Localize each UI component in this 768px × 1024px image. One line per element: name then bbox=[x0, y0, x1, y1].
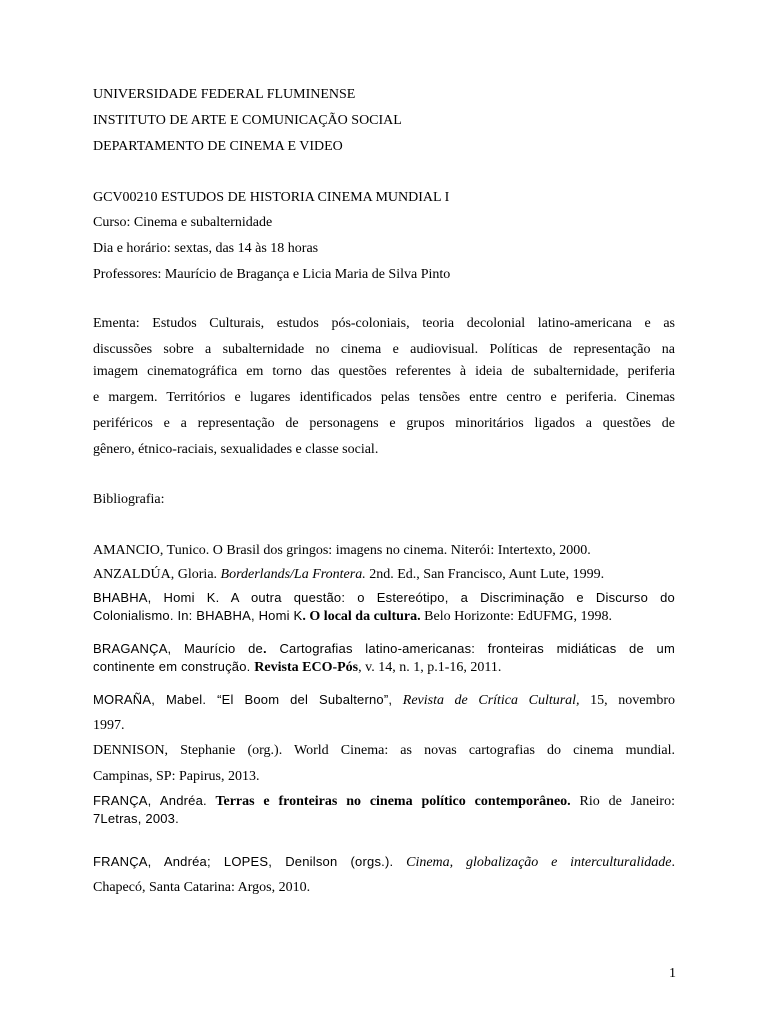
bib-punct: . bbox=[262, 641, 267, 656]
bib-title: Cartografias latino-americanas: fronteiras midiáticas de um bbox=[266, 641, 675, 656]
ementa-line: e margem. Territórios e lugares identificados pelas tensões entre centro e periferia. Cinemas bbox=[93, 390, 675, 405]
bib-title: Borderlands/La Frontera. bbox=[220, 567, 366, 582]
bib-entry-morana-line1 bbox=[93, 691, 675, 710]
bibliography-heading: Bibliografia: bbox=[93, 492, 165, 507]
bib-details: Rio de Janeiro: bbox=[570, 794, 675, 809]
bib-title: Terras e fronteiras no cinema político contemporâneo. bbox=[206, 794, 571, 809]
bib-details: 15, novembro bbox=[579, 693, 675, 708]
bib-entry-franca2-line2: Chapecó, Santa Catarina: Argos, 2010. bbox=[93, 880, 311, 895]
institute-name: INSTITUTO DE ARTE E COMUNICAÇÃO SOCIAL bbox=[93, 113, 402, 128]
bib-journal: Revista de Crítica Cultural, bbox=[392, 693, 580, 708]
page-number: 1 bbox=[669, 966, 676, 981]
bib-journal: Revista ECO-Pós bbox=[254, 660, 359, 675]
bib-entry-dennison-line1: DENNISON, Stephanie (org.). World Cinema: as novas cartografias do cinema mundial. bbox=[93, 743, 675, 758]
bib-entry-morana-line2: 1997. bbox=[93, 718, 125, 733]
bib-author: ANZALDÚA, Gloria. bbox=[93, 567, 221, 582]
bib-title: . O local da cultura. bbox=[302, 609, 421, 624]
bib-entry-braganca-line1 bbox=[93, 640, 675, 658]
bib-entry-franca1-line1 bbox=[93, 792, 675, 811]
bib-details: 2nd. Ed., San Francisco, Aunt Lute, 1999. bbox=[365, 567, 605, 582]
ementa-line: gênero, étnico-raciais, sexualidades e classe social. bbox=[93, 442, 379, 457]
course-schedule: Dia e horário: sextas, das 14 às 18 horas bbox=[93, 241, 319, 256]
university-name: UNIVERSIDADE FEDERAL FLUMINENSE bbox=[93, 87, 356, 102]
ementa-line: Ementa: Estudos Culturais, estudos pós-coloniais, teoria decolonial latino-americana e as bbox=[93, 316, 675, 331]
course-code-title: GCV00210 ESTUDOS DE HISTORIA CINEMA MUNDIAL I bbox=[93, 190, 450, 205]
bib-title: Cinema, globalização e interculturalidade bbox=[393, 855, 672, 870]
bib-details: Colonialismo. In: BHABHA, Homi K bbox=[93, 608, 303, 623]
bib-title: continente em construção. bbox=[93, 659, 255, 674]
bib-entry-franca1-line2: 7Letras, 2003. bbox=[93, 811, 179, 826]
bib-details: Belo Horizonte: EdUFMG, 1998. bbox=[420, 609, 612, 624]
bib-author: FRANÇA, Andréa; LOPES, Denilson (orgs.). bbox=[93, 854, 394, 869]
department-name: DEPARTAMENTO DE CINEMA E VIDEO bbox=[93, 139, 343, 154]
bib-entry-anzaldua bbox=[93, 566, 675, 584]
ementa-line: periféricos e a representação de personagens e grupos minoritários ligados a questões de bbox=[93, 416, 675, 431]
bib-author: BRAGANÇA, Maurício de bbox=[93, 641, 263, 656]
bib-entry-bhabha-line2 bbox=[93, 607, 675, 626]
bib-entry-braganca-line2 bbox=[93, 658, 675, 677]
bib-details: , v. 14, n. 1, p.1-16, 2011. bbox=[358, 660, 502, 675]
bib-entry-dennison-line2: Campinas, SP: Papirus, 2013. bbox=[93, 769, 260, 784]
course-name: Curso: Cinema e subalternidade bbox=[93, 215, 273, 230]
course-professors: Professores: Maurício de Bragança e Licia Maria de Silva Pinto bbox=[93, 267, 451, 282]
ementa-line: discussões sobre a subalternidade no cinema e audiovisual. Políticas de representação na bbox=[93, 342, 675, 357]
bib-entry-franca2-line1 bbox=[93, 853, 675, 872]
ementa-line: imagem cinematográfica em torno das questões referentes à ideia de subalternidade, periferia bbox=[93, 364, 675, 379]
bib-author: FRANÇA, Andréa. bbox=[93, 793, 207, 808]
bib-entry-amancio: AMANCIO, Tunico. O Brasil dos gringos: imagens no cinema. Niterói: Intertexto, 2000. bbox=[93, 543, 591, 558]
bib-author-title: MORAÑA, Mabel. “El Boom del Subalterno”, bbox=[93, 692, 393, 707]
bib-entry-bhabha-line1: BHABHA, Homi K. A outra questão: o Estereótipo, a Discriminação e Discurso do bbox=[93, 590, 675, 605]
bib-punct: . bbox=[671, 855, 675, 870]
